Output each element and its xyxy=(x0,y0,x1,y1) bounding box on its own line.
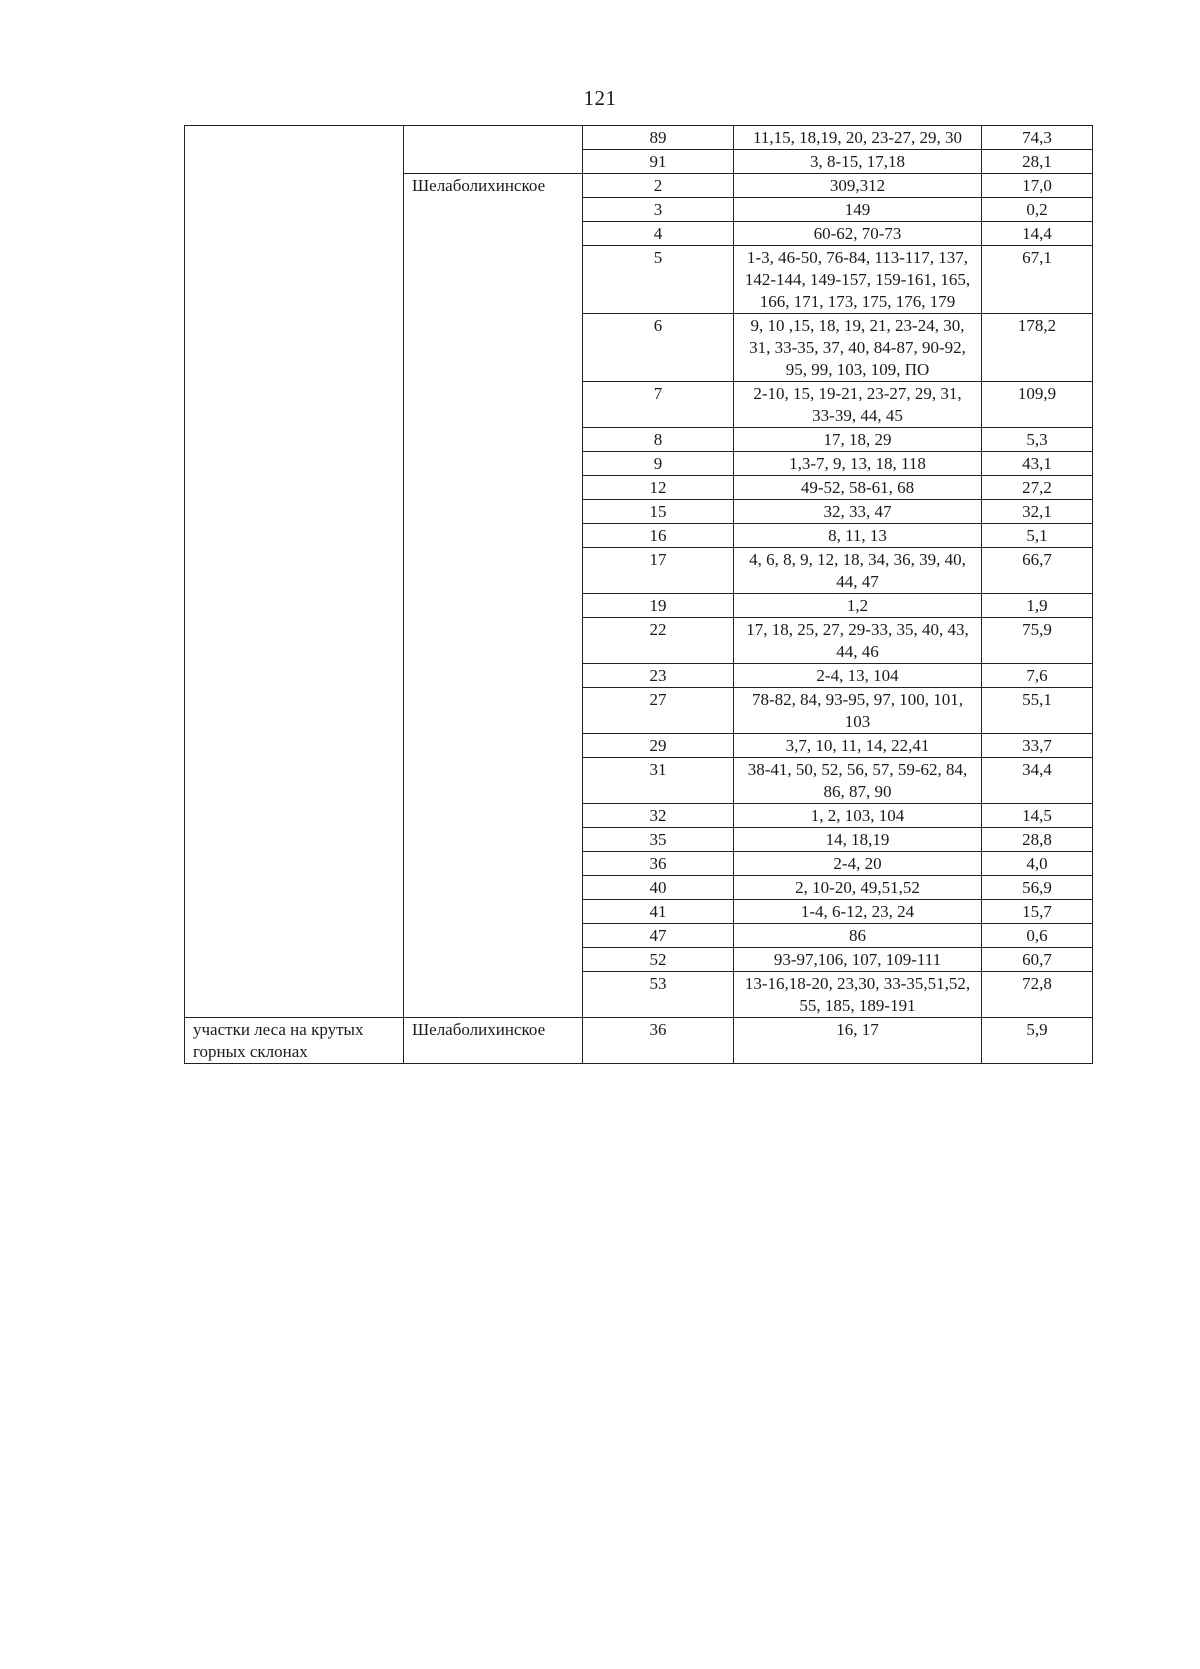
area-cell: 1,9 xyxy=(982,594,1093,618)
block-number-cell: 2 xyxy=(583,174,734,198)
sections-cell: 3,7, 10, 11, 14, 22,41 xyxy=(734,734,982,758)
area-cell: 17,0 xyxy=(982,174,1093,198)
forestry-cell xyxy=(404,126,583,174)
sections-cell: 2, 10-20, 49,51,52 xyxy=(734,876,982,900)
area-cell: 56,9 xyxy=(982,876,1093,900)
table-row xyxy=(185,1018,1093,1064)
sections-cell: 17, 18, 29 xyxy=(734,428,982,452)
block-number-cell: 9 xyxy=(583,452,734,476)
block-number-cell: 22 xyxy=(583,618,734,664)
sections-cell: 2-4, 20 xyxy=(734,852,982,876)
block-number-cell: 5 xyxy=(583,246,734,314)
block-number-cell: 32 xyxy=(583,804,734,828)
sections-cell: 17, 18, 25, 27, 29-33, 35, 40, 43, 44, 46 xyxy=(734,618,982,664)
sections-cell: 4, 6, 8, 9, 12, 18, 34, 36, 39, 40, 44, 47 xyxy=(734,548,982,594)
block-number-cell: 41 xyxy=(583,900,734,924)
sections-cell: 11,15, 18,19, 20, 23-27, 29, 30 xyxy=(734,126,982,150)
block-number-cell: 23 xyxy=(583,664,734,688)
area-cell: 67,1 xyxy=(982,246,1093,314)
block-number-cell: 17 xyxy=(583,548,734,594)
area-cell: 74,3 xyxy=(982,126,1093,150)
sections-cell: 38-41, 50, 52, 56, 57, 59-62, 84, 86, 87, 90 xyxy=(734,758,982,804)
area-cell: 5,9 xyxy=(982,1018,1093,1064)
sections-cell: 2-4, 13, 104 xyxy=(734,664,982,688)
sections-cell: 1-4, 6-12, 23, 24 xyxy=(734,900,982,924)
forest-plots-table xyxy=(184,125,1093,1064)
sections-cell: 60-62, 70-73 xyxy=(734,222,982,246)
area-cell: 27,2 xyxy=(982,476,1093,500)
sections-cell: 9, 10 ,15, 18, 19, 21, 23-24, 30, 31, 33-35, 37, 40, 84-87, 90-92, 95, 99, 103, 109, ПО xyxy=(734,314,982,382)
block-number-cell: 91 xyxy=(583,150,734,174)
sections-cell: 1,3-7, 9, 13, 18, 118 xyxy=(734,452,982,476)
sections-cell: 309,312 xyxy=(734,174,982,198)
sections-cell: 1, 2, 103, 104 xyxy=(734,804,982,828)
block-number-cell: 31 xyxy=(583,758,734,804)
area-cell: 33,7 xyxy=(982,734,1093,758)
area-cell: 14,4 xyxy=(982,222,1093,246)
area-cell: 72,8 xyxy=(982,972,1093,1018)
category-cell: участки леса на крутых горных склонах xyxy=(185,1018,404,1064)
area-cell: 0,6 xyxy=(982,924,1093,948)
sections-cell: 3, 8-15, 17,18 xyxy=(734,150,982,174)
area-cell: 34,4 xyxy=(982,758,1093,804)
area-cell: 66,7 xyxy=(982,548,1093,594)
block-number-cell: 15 xyxy=(583,500,734,524)
block-number-cell: 89 xyxy=(583,126,734,150)
forestry-cell: Шелаболихинское xyxy=(404,1018,583,1064)
block-number-cell: 16 xyxy=(583,524,734,548)
block-number-cell: 7 xyxy=(583,382,734,428)
area-cell: 178,2 xyxy=(982,314,1093,382)
area-cell: 28,1 xyxy=(982,150,1093,174)
block-number-cell: 6 xyxy=(583,314,734,382)
area-cell: 15,7 xyxy=(982,900,1093,924)
block-number-cell: 3 xyxy=(583,198,734,222)
sections-cell: 86 xyxy=(734,924,982,948)
area-cell: 0,2 xyxy=(982,198,1093,222)
sections-cell: 2-10, 15, 19-21, 23-27, 29, 31, 33-39, 44, 45 xyxy=(734,382,982,428)
area-cell: 60,7 xyxy=(982,948,1093,972)
sections-cell: 78-82, 84, 93-95, 97, 100, 101, 103 xyxy=(734,688,982,734)
table-body xyxy=(185,126,1093,1064)
sections-cell: 32, 33, 47 xyxy=(734,500,982,524)
block-number-cell: 52 xyxy=(583,948,734,972)
area-cell: 109,9 xyxy=(982,382,1093,428)
area-cell: 32,1 xyxy=(982,500,1093,524)
block-number-cell: 29 xyxy=(583,734,734,758)
block-number-cell: 36 xyxy=(583,852,734,876)
area-cell: 75,9 xyxy=(982,618,1093,664)
area-cell: 55,1 xyxy=(982,688,1093,734)
block-number-cell: 12 xyxy=(583,476,734,500)
page-number: 121 xyxy=(583,86,617,110)
area-cell: 5,1 xyxy=(982,524,1093,548)
block-number-cell: 47 xyxy=(583,924,734,948)
block-number-cell: 27 xyxy=(583,688,734,734)
block-number-cell: 8 xyxy=(583,428,734,452)
sections-cell: 93-97,106, 107, 109-111 xyxy=(734,948,982,972)
block-number-cell: 40 xyxy=(583,876,734,900)
sections-cell: 16, 17 xyxy=(734,1018,982,1064)
forestry-cell: Шелаболихинское xyxy=(404,174,583,1018)
block-number-cell: 19 xyxy=(583,594,734,618)
block-number-cell: 53 xyxy=(583,972,734,1018)
sections-cell: 8, 11, 13 xyxy=(734,524,982,548)
block-number-cell: 4 xyxy=(583,222,734,246)
area-cell: 43,1 xyxy=(982,452,1093,476)
area-cell: 7,6 xyxy=(982,664,1093,688)
area-cell: 5,3 xyxy=(982,428,1093,452)
sections-cell: 149 xyxy=(734,198,982,222)
category-cell xyxy=(185,126,404,1018)
block-number-cell: 36 xyxy=(583,1018,734,1064)
area-cell: 14,5 xyxy=(982,804,1093,828)
sections-cell: 1-3, 46-50, 76-84, 113-117, 137, 142-144, 149-157, 159-161, 165, 166, 171, 173, 175, 176, 179 xyxy=(734,246,982,314)
area-cell: 4,0 xyxy=(982,852,1093,876)
sections-cell: 13-16,18-20, 23,30, 33-35,51,52, 55, 185, 189-191 xyxy=(734,972,982,1018)
area-cell: 28,8 xyxy=(982,828,1093,852)
sections-cell: 1,2 xyxy=(734,594,982,618)
sections-cell: 49-52, 58-61, 68 xyxy=(734,476,982,500)
sections-cell: 14, 18,19 xyxy=(734,828,982,852)
table-row xyxy=(185,126,1093,150)
block-number-cell: 35 xyxy=(583,828,734,852)
